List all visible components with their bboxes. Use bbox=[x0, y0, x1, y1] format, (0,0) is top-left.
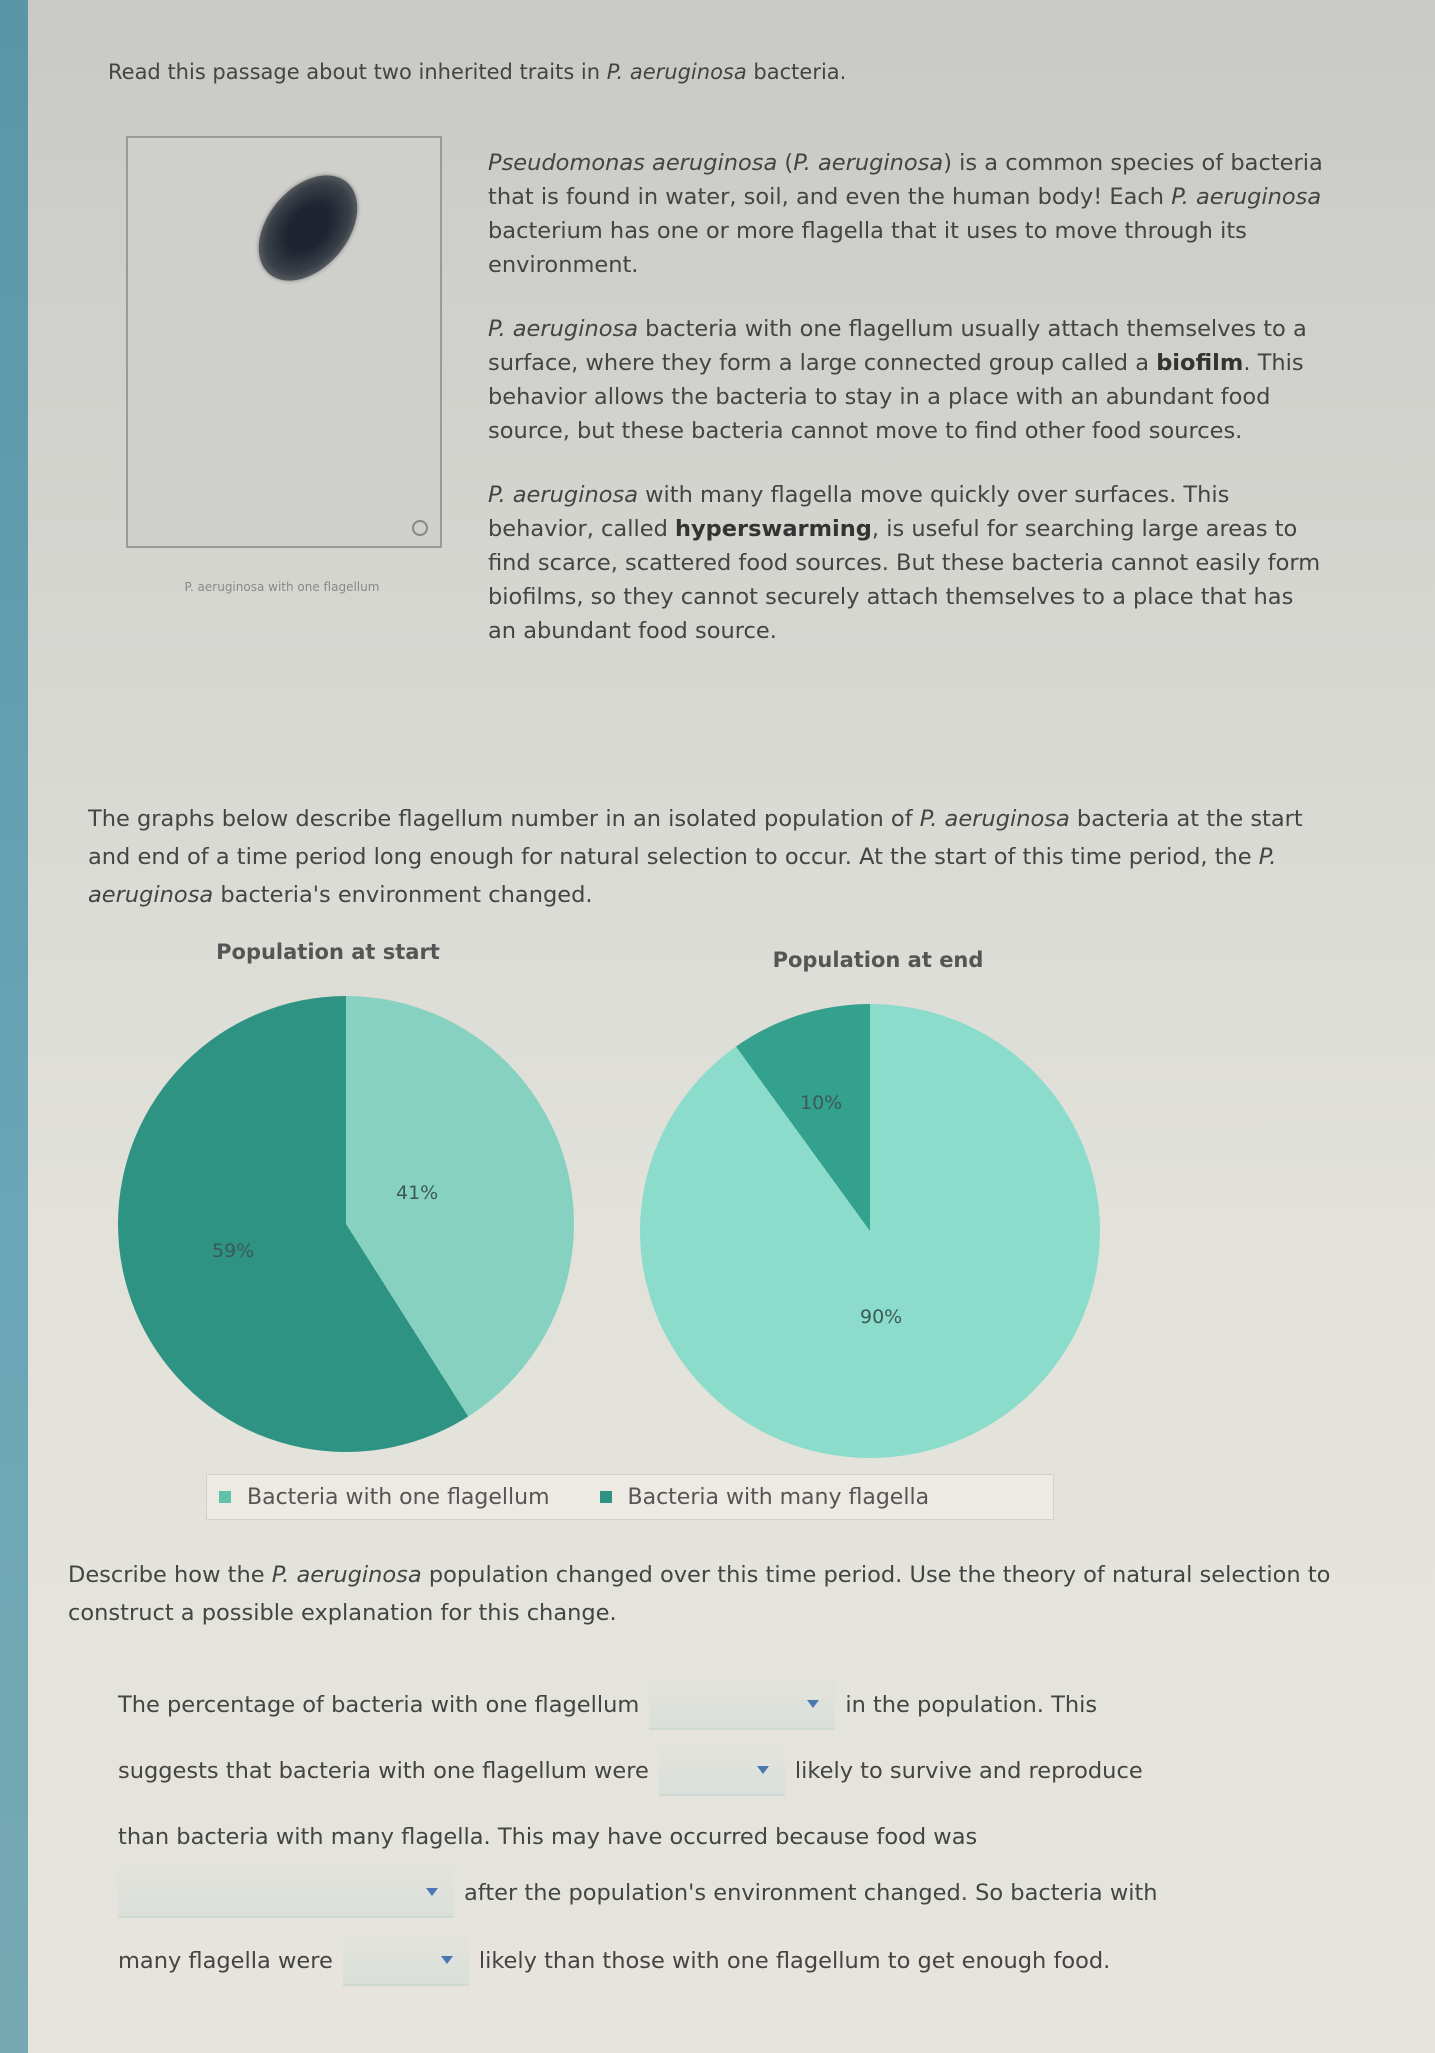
pie-start-label-many: 59% bbox=[212, 1240, 255, 1262]
left-edge-bar bbox=[0, 0, 28, 2053]
passage-paragraph-2: P. aeruginosa bacteria with one flagellum usually attach themselves to a surface, where they form a large connected group called a biofilm. This behavior allows the bacteria to stay in a place with an abundant food source, but these bacteria cannot move to find other food sources. bbox=[488, 316, 1307, 444]
fill-line-5: many flagella were likely than those with one flagellum to get enough food. bbox=[118, 1936, 1110, 1986]
chevron-down-icon bbox=[426, 1888, 438, 1896]
legend-item-many-flagella: Bacteria with many flagella bbox=[600, 1485, 930, 1510]
fill-line-4: after the population's environment changed. So bacteria with bbox=[108, 1868, 1158, 1918]
fill-line-2: suggests that bacteria with one flagellum were likely to survive and reproduce bbox=[118, 1746, 1143, 1796]
pie-start-title: Population at start bbox=[216, 940, 440, 964]
question-prompt: Describe how the P. aeruginosa population changed over this time period. Use the theory of natural selection to construct a possible explanation for this change. bbox=[68, 1562, 1331, 1626]
term-hyperswarming: hyperswarming bbox=[675, 516, 872, 542]
bacterium-micrograph bbox=[126, 136, 442, 548]
dropdown-likelihood-survive[interactable] bbox=[659, 1746, 785, 1796]
zoom-icon[interactable] bbox=[412, 520, 428, 536]
dropdown-food-availability[interactable] bbox=[118, 1868, 454, 1918]
graphs-intro: The graphs below describe flagellum number in an isolated population of P. aeruginosa bacteria at the start and end of a time period long enough for natural selection to occur. At the start of this time period, the P. aeruginosa bacteria's environment changed. bbox=[88, 806, 1303, 908]
pie-chart-start bbox=[118, 996, 574, 1452]
fill-line-3: than bacteria with many flagella. This may have occurred because food was bbox=[118, 1824, 978, 1850]
dropdown-likelihood-food[interactable] bbox=[343, 1936, 469, 1986]
bacterium-image bbox=[239, 156, 377, 299]
chart-legend bbox=[206, 1474, 1054, 1520]
passage-paragraph-3: P. aeruginosa with many flagella move quickly over surfaces. This behavior, called hyperswarming, is useful for searching large areas to find scarce, scattered food sources. But these bacteria cannot easily form biofilms, so they cannot securely attach themselves to a place that has an abundant food source. bbox=[488, 482, 1321, 644]
chevron-down-icon bbox=[757, 1766, 769, 1774]
passage bbox=[488, 146, 1328, 678]
legend-swatch-many bbox=[600, 1491, 612, 1503]
dropdown-percentage-change[interactable] bbox=[649, 1680, 835, 1730]
figure-caption: P. aeruginosa with one flagellum bbox=[184, 580, 380, 594]
pie-end-label-many: 10% bbox=[800, 1092, 843, 1114]
chevron-down-icon bbox=[441, 1956, 453, 1964]
fill-line-1: The percentage of bacteria with one flagellum in the population. This bbox=[118, 1680, 1097, 1730]
pie-chart-end bbox=[640, 1004, 1100, 1458]
pie-end-title: Population at end bbox=[772, 948, 984, 972]
pie-end-label-one: 90% bbox=[860, 1306, 903, 1328]
question-page bbox=[28, 0, 1435, 2053]
legend-swatch-one bbox=[219, 1491, 231, 1503]
pie-start-label-one: 41% bbox=[396, 1182, 439, 1204]
passage-paragraph-1: Pseudomonas aeruginosa (P. aeruginosa) is a common species of bacteria that is found in water, soil, and even the human body! Each P. aeruginosa bacterium has one or more flagella that it uses to move through its environment. bbox=[488, 150, 1323, 278]
legend-item-one-flagellum: Bacteria with one flagellum bbox=[219, 1485, 550, 1510]
chevron-down-icon bbox=[807, 1700, 819, 1708]
intro-text: Read this passage about two inherited traits in P. aeruginosa bacteria. bbox=[108, 60, 847, 84]
term-biofilm: biofilm bbox=[1156, 350, 1244, 376]
